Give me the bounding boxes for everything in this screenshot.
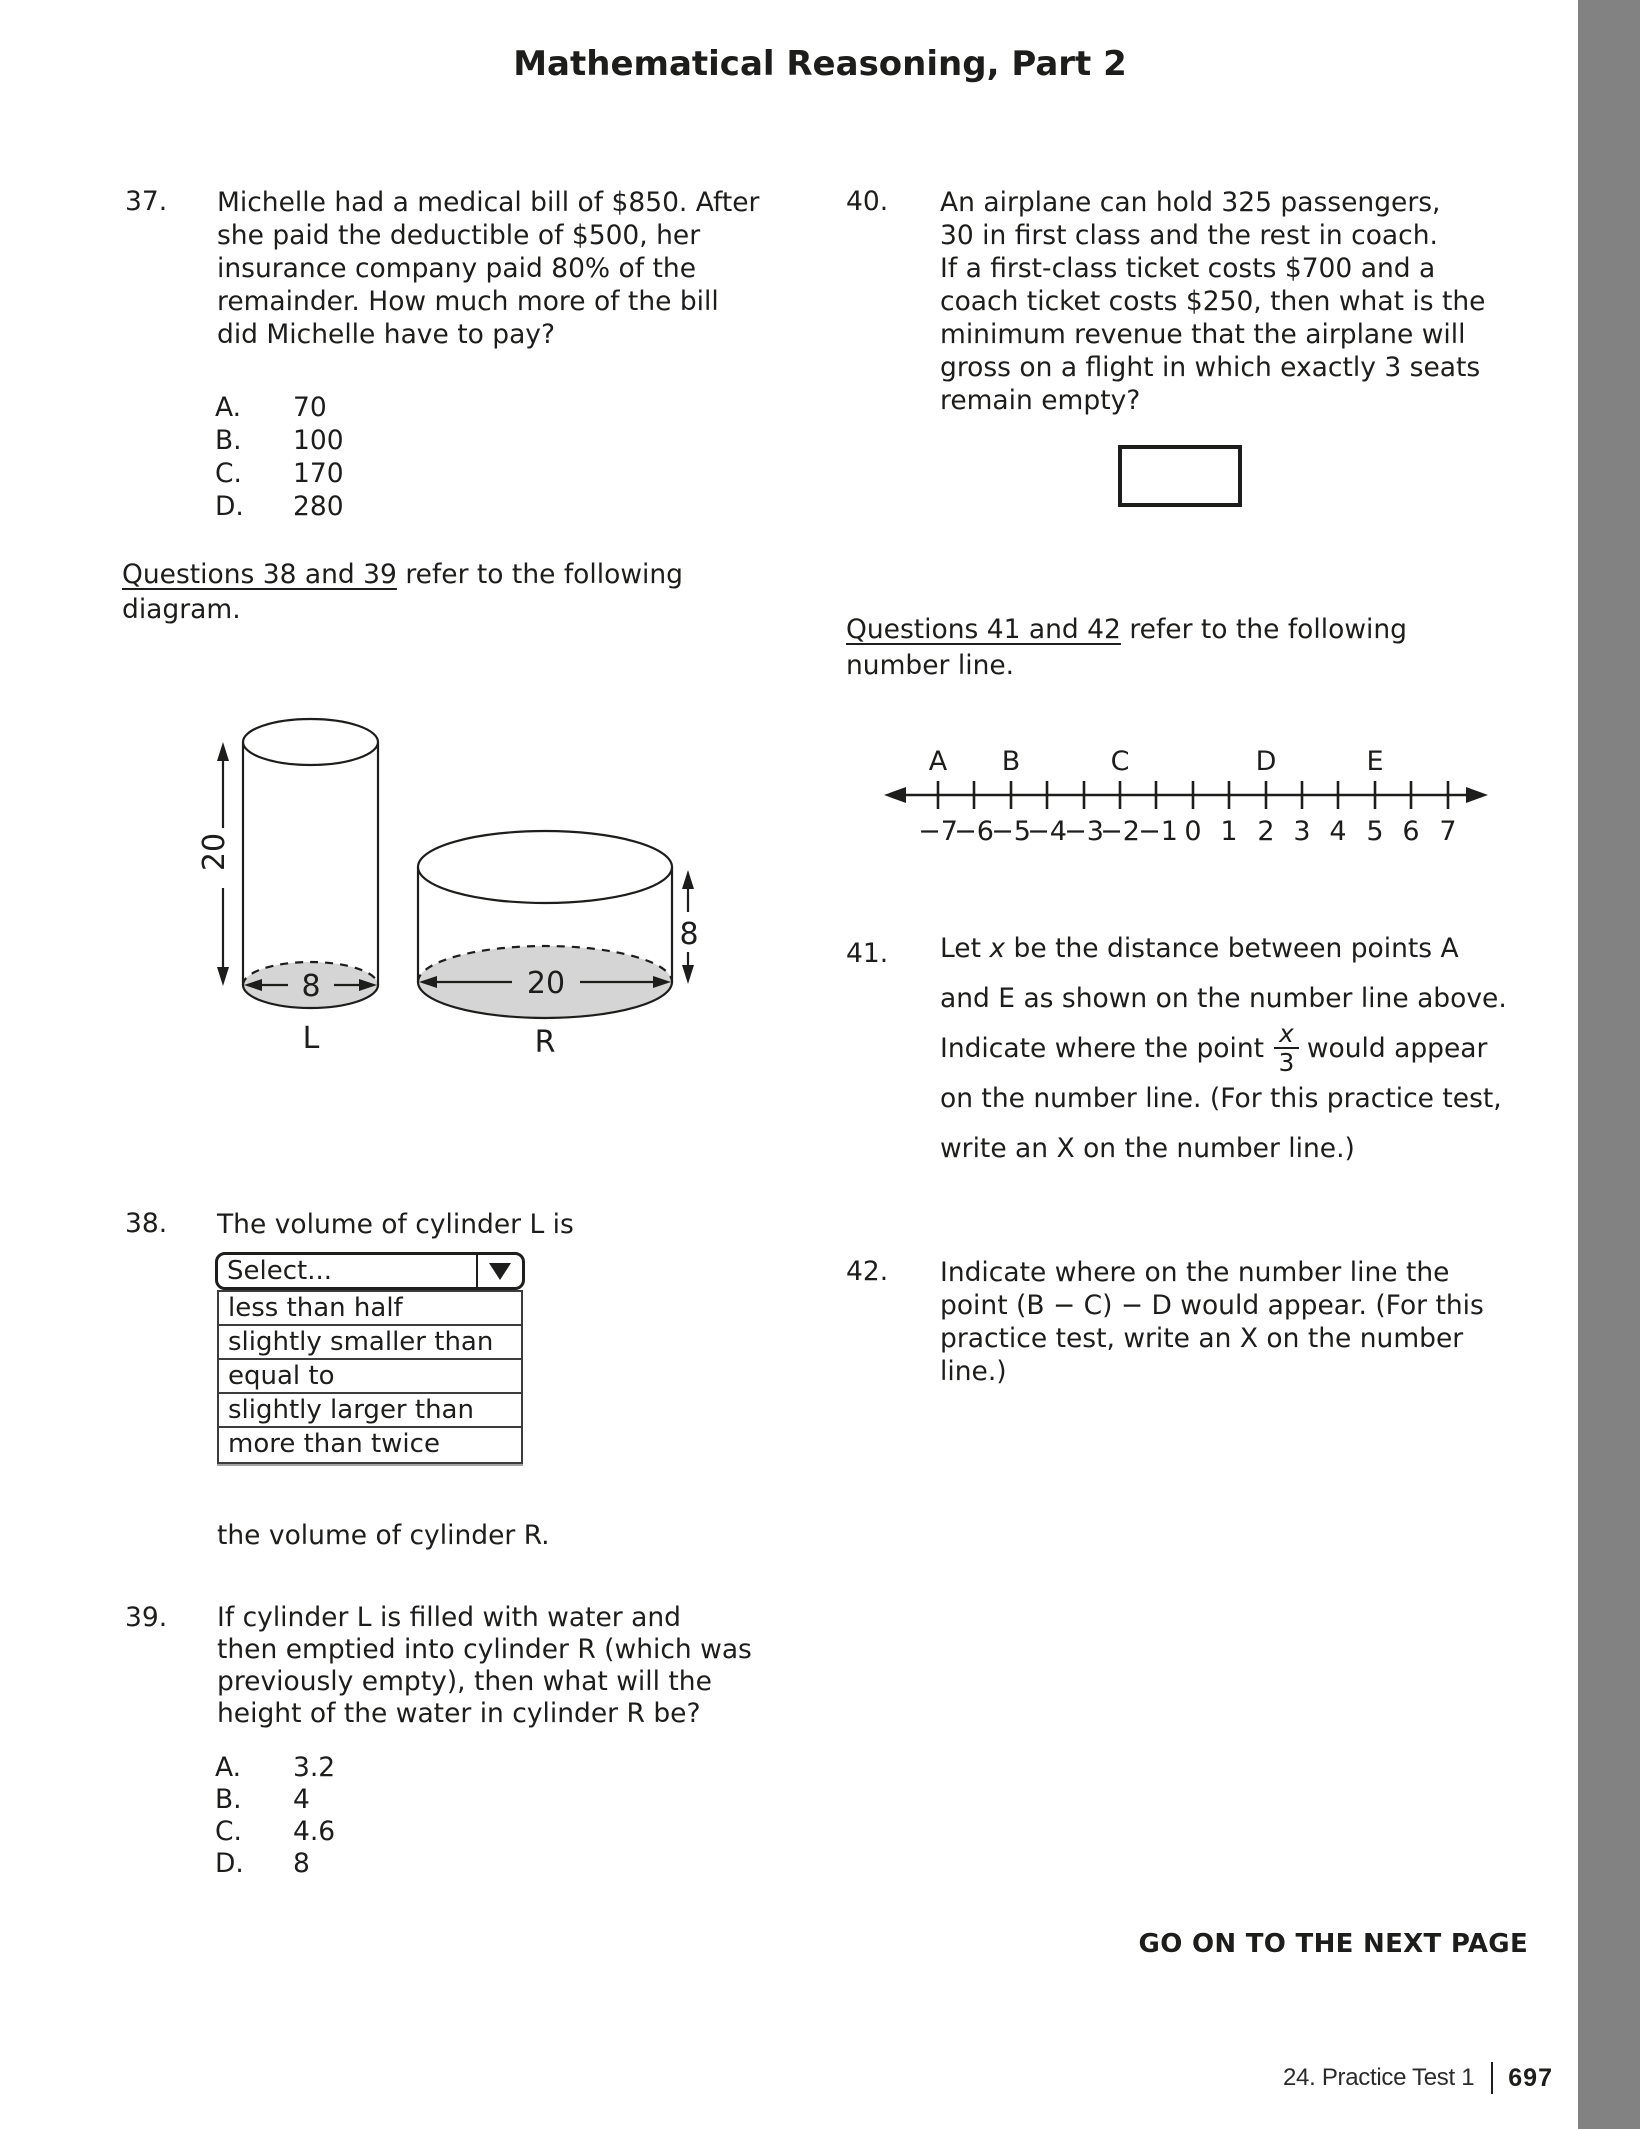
volume-select-options-list [217,1290,523,1464]
volume-select-dropdown[interactable] [215,1252,525,1290]
answer-option-b[interactable]: B. 4 [215,1784,310,1815]
svg-text:2: 2 [1257,816,1275,847]
svg-text:5: 5 [1366,816,1384,847]
cylinder-diagram [140,690,740,1070]
point-label-a: A [928,746,948,777]
svg-text:−3: −3 [1064,816,1104,847]
go-on-instruction: GO ON TO THE NEXT PAGE [1138,1929,1528,1959]
select-option-more-than-twice[interactable]: more than twice [228,1429,440,1459]
cylinder-l-height-label: 20 [197,832,232,872]
cylinder-l-name: L [302,1021,320,1056]
svg-text:−6: −6 [954,816,994,847]
svg-text:6: 6 [1402,816,1420,847]
point-label-e: E [1366,746,1384,777]
dropdown-arrow-button[interactable] [476,1255,522,1287]
svg-text:7: 7 [1439,816,1457,847]
point-label-c: C [1110,746,1130,777]
cylinder-r-height-label: 8 [679,917,699,952]
cylinder-l-diameter-label: 8 [301,969,321,1004]
point-label-b: B [1001,746,1021,777]
question-39-text: If cylinder L is filled with water and then emptied into cylinder R (which was previously empty), then what will the height of the water in cylinder R be? [217,1602,752,1729]
select-option-less-than-half[interactable]: less than half [219,1292,521,1326]
question-39-options [215,1752,335,1880]
fraction-x-over-3: $\frac{x}{3}$ [1274,1021,1299,1076]
select-option-slightly-smaller[interactable]: slightly smaller than [219,1326,521,1360]
question-42-text: Indicate where on the number line the point (B − C) − D would appear. (For this practice test, write an X on the number line.) [940,1257,1484,1387]
question-38-text: The volume of cylinder L is [217,1209,574,1240]
cylinder-r [418,831,699,1060]
svg-text:−2: −2 [1100,816,1140,847]
svg-text:−7: −7 [918,816,958,847]
answer-option-c[interactable]: C. 4.6 [215,1816,336,1847]
answer-option-d[interactable]: D. 280 [215,491,344,522]
page-title: Mathematical Reasoning, Part 2 [513,44,1127,84]
select-option-slightly-larger[interactable]: slightly larger than [219,1394,521,1428]
svg-text:−1: −1 [1138,816,1178,847]
question-39-number: 39. [125,1602,168,1633]
footer-page-number: 697 [1508,2063,1553,2092]
question-38-number: 38. [125,1208,168,1239]
footer-chapter-label: 24. Practice Test 1 [1282,2064,1475,2091]
number-line-point-labels [929,746,1384,777]
question-41-text: Let x be the distance between points A and E as shown on the number line above. Indicate where the point $\frac{x}{3}$ would appear on the number line. (For this practice test, write an X on the number line.) [940,932,1507,1164]
number-line-tick-labels [918,816,1457,847]
answer-option-a[interactable]: A. 70 [215,392,327,423]
svg-text:−5: −5 [991,816,1031,847]
dropdown-arrow-icon [489,1263,511,1280]
section-38-39-intro: Questions 38 and 39 refer to the following [122,559,683,590]
cylinder-l [197,719,378,1056]
question-38-after-text: the volume of cylinder R. [217,1520,550,1551]
section-41-42-intro-line2: number line. [846,650,1015,681]
question-41-number: 41. [846,938,889,969]
number-line-axis [884,781,1488,809]
question-40-text: An airplane can hold 325 passengers, 30 in first class and the rest in coach. If a first-class ticket costs $700 and a coach ticket costs $250, then what is the minimum revenue that the airplane will gross on a flight in which exactly 3 seats remain empty? [940,187,1486,416]
question-40-number: 40. [846,186,889,217]
page-footer [1283,2062,1553,2094]
page-edge-bar [1578,0,1640,2129]
number-line[interactable] [860,725,1505,860]
answer-option-d[interactable]: D. 8 [215,1848,310,1879]
cylinder-r-name: R [534,1025,556,1060]
answer-option-c[interactable]: C. 170 [215,458,344,489]
svg-text:0: 0 [1184,816,1202,847]
svg-text:−4: −4 [1027,816,1067,847]
point-label-d: D [1255,746,1277,777]
question-37-text: Michelle had a medical bill of $850. After she paid the deductible of $500, her insurance company paid 80% of the remainder. How much more of the bill did Michelle have to pay? [217,187,760,350]
question-42-number: 42. [846,1256,889,1287]
answer-box[interactable] [1118,445,1242,507]
section-41-42-intro: Questions 41 and 42 refer to the following [846,614,1407,645]
svg-text:4: 4 [1329,816,1347,847]
svg-text:1: 1 [1220,816,1238,847]
question-37-number: 37. [125,186,168,217]
cylinder-r-diameter-label: 20 [526,966,566,1001]
svg-text:3: 3 [1293,816,1311,847]
answer-option-b[interactable]: B. 100 [215,425,344,456]
select-option-equal-to[interactable]: equal to [219,1360,521,1394]
footer-divider [1491,2062,1493,2094]
section-38-39-intro-line2: diagram. [122,594,241,625]
question-37-options [215,391,344,523]
answer-option-a[interactable]: A. 3.2 [215,1752,336,1783]
select-current-value: Select... [227,1256,333,1286]
